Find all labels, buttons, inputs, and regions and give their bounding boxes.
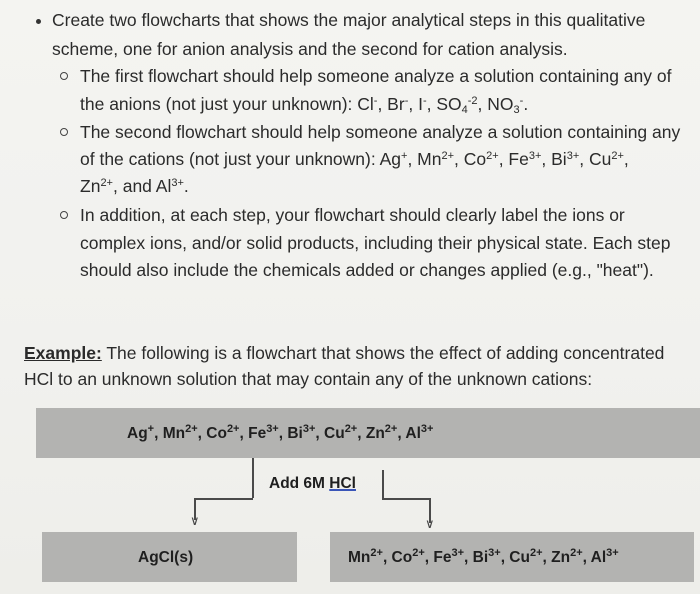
flowchart-top-box-text: Ag+, $Mn^{2+}$, $Co^{2+}$, $Fe^{3+}$, $Bi^{3+}$, $Cu^{2+}$, $Zn^{2+}$, $Al^{3+}$	[127, 423, 434, 442]
example-line-2: HCl to an unknown solution that may contain any of the unknown cations:	[24, 369, 593, 389]
sub1-line-1: The first flowchart should help someone analyze a solution containing any of	[80, 66, 672, 86]
sub-bullet-ring	[60, 211, 68, 219]
connector-right-up	[382, 470, 384, 499]
main-bullet-line-1: Create two flowcharts that shows the major analytical steps in this qualitative	[52, 10, 646, 30]
connector-right-horizontal	[382, 498, 430, 500]
connector-vertical-left	[252, 458, 254, 498]
sub2-line-3: $Zn^{2+}$, and $Al^{3+}$.	[80, 176, 189, 196]
bullet-dot	[36, 19, 41, 24]
hcl-link[interactable]: HCl	[329, 475, 356, 492]
sub2-line-2: of the cations (not just your unknown): Ag+, $Mn^{2+}$, $Co^{2+}$, $Fe^{3+}$, $Bi^{3+}$, $Cu^{2+}$,	[80, 149, 629, 169]
sub-bullet-ring	[60, 72, 68, 80]
flowchart-right-box-text: $Mn^{2+}$, $Co^{2+}$, $Fe^{3+}$, $Bi^{3+}$, $Cu^{2+}$, $Zn^{2+}$, $Al^{3+}$	[348, 547, 619, 566]
sub3-line-1: In addition, at each step, your flowchart should clearly label the ions or	[80, 205, 625, 225]
connector-left-horizontal	[194, 498, 253, 500]
flowchart-left-box-text: AgCl(s)	[138, 549, 194, 566]
flowchart-step-label: Add 6M HCl	[269, 475, 356, 492]
sub1-line-2: the anions (not just your unknown): Cl-, Br-, I-, $SO_4^{-2}$, $NO_3^-$.	[80, 94, 529, 116]
example-line-1: Example: The following is a flowchart that shows the effect of adding concentrated	[24, 343, 665, 363]
arrow-down-icon: ∨	[425, 516, 435, 531]
example-label: Example:	[24, 343, 102, 363]
sub-bullet-ring	[60, 128, 68, 136]
arrow-down-icon: ∨	[190, 513, 200, 528]
sub2-line-1: The second flowchart should help someone analyze a solution containing any	[80, 122, 681, 142]
sub3-line-2: complex ions, and/or solid products, including their physical state. Each step	[80, 233, 671, 253]
sub3-line-3: should also include the chemicals added or changes applied (e.g., "heat").	[80, 260, 654, 280]
main-bullet-line-2: scheme, one for anion analysis and the second for cation analysis.	[52, 39, 568, 59]
